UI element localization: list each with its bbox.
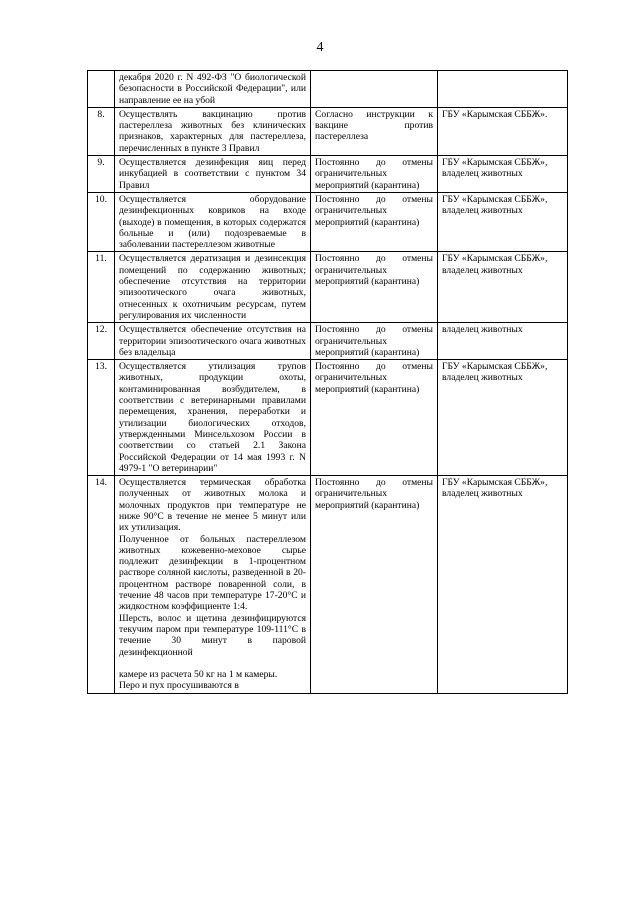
table-row <box>88 360 568 476</box>
responsible-text: ГБУ «Карымская СББЖ», владелец животных <box>438 360 568 476</box>
measure-text: Осуществляется утилизация трупов животных, продукции охоты, контаминированная возбудителем, в соответствии с ветеринарными правилами перемещения, хранения, переработки и утилизации биологических отходов, утвержденными Минсельхозом России в соответствии со статьей 2.1 Закона Российской Федерации от 14 мая 1993 г. N 4979-1 "О ветеринарии" <box>115 360 311 476</box>
responsible-text: ГБУ «Карымская СББЖ», владелец животных <box>438 252 568 323</box>
row-number: 11. <box>88 252 115 323</box>
measure-text: Осуществлять вакцинацию против пастереллеза животных без клинических признаков, характерных для пастереллеза, перечисленных в пункте 3 Правил <box>115 107 311 155</box>
responsible-text: ГБУ «Карымская СББЖ». <box>438 107 568 155</box>
table-row <box>88 107 568 155</box>
row-number: 10. <box>88 192 115 251</box>
measure-text: Осуществляется дезинфекция яиц перед инкубацией в соответствии с пунктом 34 Правил <box>115 156 311 193</box>
measures-table <box>87 70 568 694</box>
table-row <box>88 192 568 251</box>
term-text: Постоянно до отмены ограничительных мероприятий (карантина) <box>311 476 438 694</box>
measure-text: Осуществляется дератизация и дезинсекция помещений по содержанию животных; обеспечение отсутствия на территории эпизоотического очага животных, отнесенных к охотничьим ресурсам, путем регулирования их численности <box>115 252 311 323</box>
page-number: 4 <box>316 40 324 55</box>
responsible-text <box>438 71 568 108</box>
table-row <box>88 71 568 108</box>
row-number <box>88 71 115 108</box>
term-text: Постоянно до отмены ограничительных мероприятий (карантина) <box>311 252 438 323</box>
table-row <box>88 476 568 694</box>
table-row <box>88 252 568 323</box>
term-text: Согласно инструкции к вакцине против пастереллеза <box>311 107 438 155</box>
row-number: 8. <box>88 107 115 155</box>
measure-text: Осуществляется термическая обработка полученных от животных молока и молочных продуктов при температуре не ниже 90°С в течение не менее 5 минут или их утилизация. Полученное от больных пастереллезом животных кожевенно-меховое сырье подлежит дезинфекции в 1-процентном растворе соляной кислоты, разведенной в 20-процентном растворе поваренной соли, в течение 48 часов при температуре 17-20°С и жидкостном коэффициенте 1:4. Шерсть, волос и щетина дезинфицируются текучим паром при температуре 109-111°С в течение 30 минут в паровой дезинфекционной камере из расчета 50 кг на 1 м камеры. Перо и пух просушиваются в <box>115 476 311 694</box>
term-text <box>311 71 438 108</box>
row-number: 9. <box>88 156 115 193</box>
term-text: Постоянно до отмены ограничительных мероприятий (карантина) <box>311 156 438 193</box>
row-number: 13. <box>88 360 115 476</box>
term-text: Постоянно до отмены ограничительных мероприятий (карантина) <box>311 323 438 360</box>
responsible-text: ГБУ «Карымская СББЖ», владелец животных <box>438 192 568 251</box>
measure-text: Осуществляется обеспечение отсутствия на территории эпизоотического очага животных без владельца <box>115 323 311 360</box>
measure-text: Осуществляется оборудование дезинфекционных ковриков на входе (выходе) в помещения, в которых содержатся больные и (или) подозреваемые в заболевании пастереллезом животные <box>115 192 311 251</box>
responsible-text: ГБУ «Карымская СББЖ», владелец животных <box>438 476 568 694</box>
term-text: Постоянно до отмены ограничительных мероприятий (карантина) <box>311 360 438 476</box>
responsible-text: ГБУ «Карымская СББЖ», владелец животных <box>438 156 568 193</box>
row-number: 14. <box>88 476 115 694</box>
term-text: Постоянно до отмены ограничительных мероприятий (карантина) <box>311 192 438 251</box>
measure-text: декабря 2020 г. N 492-ФЗ "О биологической безопасности в Российской Федерации", или направление ее на убой <box>115 71 311 108</box>
row-number: 12. <box>88 323 115 360</box>
table-row <box>88 156 568 193</box>
table-row <box>88 323 568 360</box>
responsible-text: владелец животных <box>438 323 568 360</box>
